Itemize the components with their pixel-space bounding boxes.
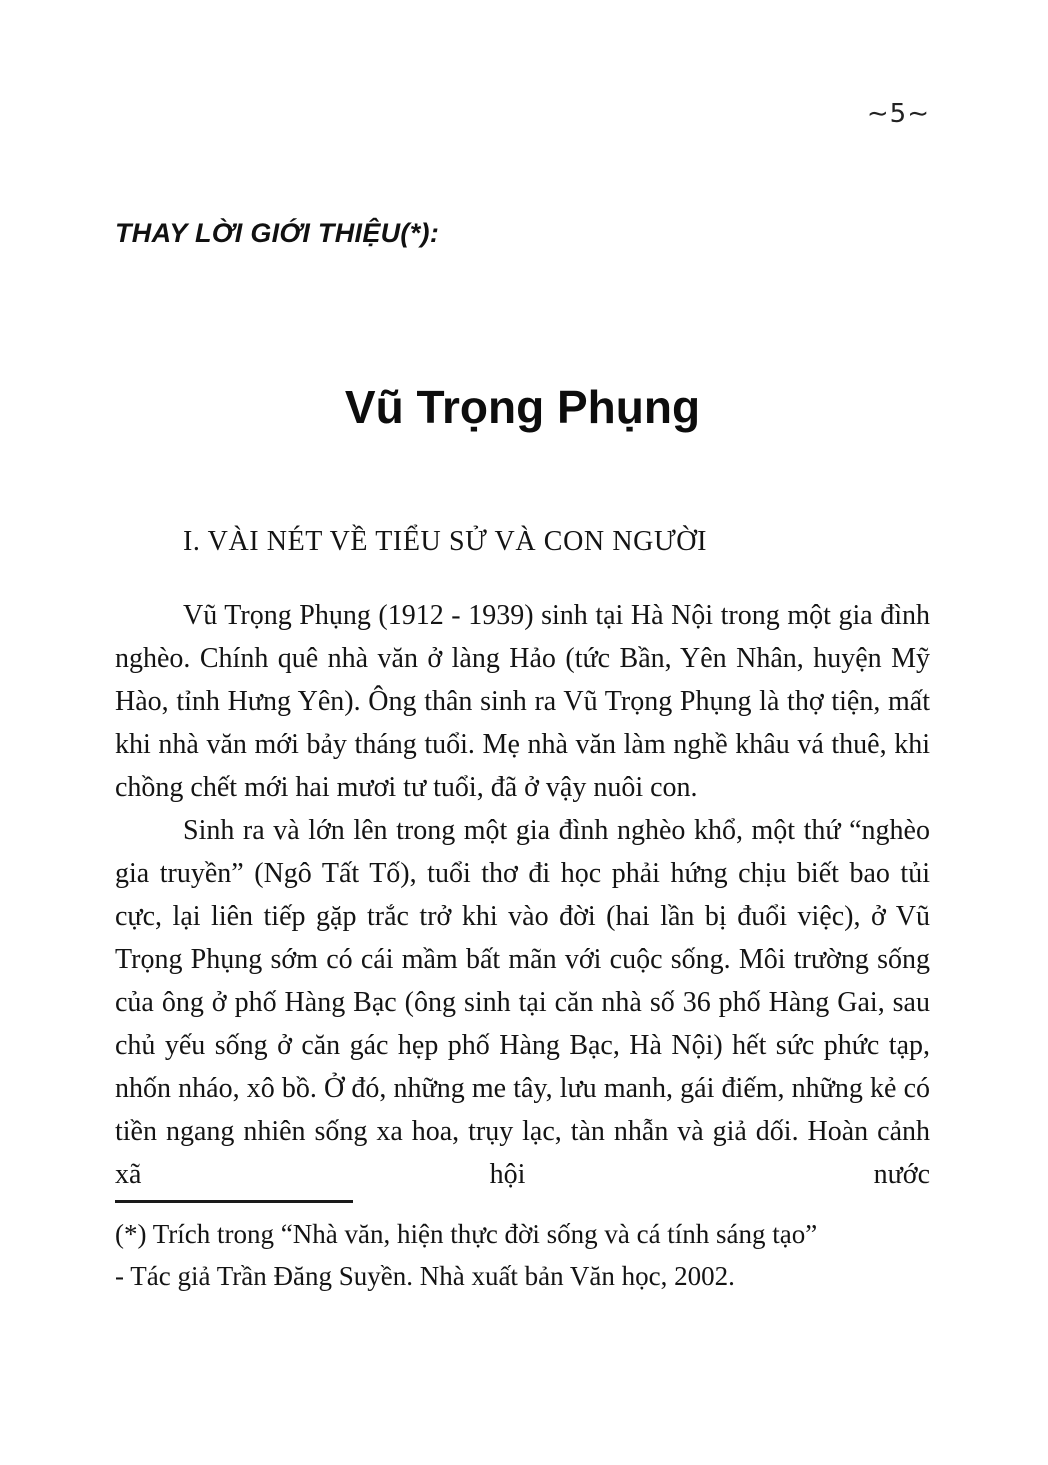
footnote-separator [115, 1200, 353, 1203]
page-number: ∼5∼ [866, 99, 930, 129]
footnote-line: - Tác giả Trần Đăng Suyền. Nhà xuất bản Văn học, 2002. [115, 1261, 735, 1291]
section-heading: I. VÀI NÉT VỀ TIỂU SỬ VÀ CON NGƯỜI [183, 526, 708, 557]
kicker-heading: THAY LỜI GIỚI THIỆU(*): [115, 218, 440, 248]
footnote [115, 1213, 930, 1297]
body-paragraph: Sinh ra và lớn lên trong một gia đình nghèo khổ, một thứ “nghèo gia truyền” (Ngô Tất Tố), tuổi thơ đi học phải hứng chịu biết bao tủi cực, lại liên tiếp gặp trắc trở khi vào đời (hai lần bị đuổi việc), ở Vũ Trọng Phụng sớm có cái mầm bất mãn với cuộc sống. Môi trường sống của ông ở phố Hàng Bạc (ông sinh tại căn nhà số 36 phố Hàng Gai, sau chủ yếu sống ở căn gác hẹp phố Hàng Bạc, Hà Nội) hết sức phức tạp, nhốn nháo, xô bồ. Ở đó, những me tây, lưu manh, gái điếm, những kẻ có tiền ngang nhiên sống xa hoa, trụy lạc, tàn nhẫn và giả dối. Hoàn cảnh xã hội nước [115, 815, 930, 1190]
body-paragraph: Vũ Trọng Phụng (1912 - 1939) sinh tại Hà Nội trong một gia đình nghèo. Chính quê nhà văn ở làng Hảo (tức Bần, Yên Nhân, huyện Mỹ Hào, tỉnh Hưng Yên). Ông thân sinh ra Vũ Trọng Phụng là thợ tiện, mất khi nhà văn mới bảy tháng tuổi. Mẹ nhà văn làm nghề khâu vá thuê, khi chồng chết mới hai mươi tư tuổi, đã ở vậy nuôi con. [115, 600, 930, 803]
page-title: Vũ Trọng Phụng [344, 381, 701, 433]
footnote-line: (*) Trích trong “Nhà văn, hiện thực đời sống và cá tính sáng tạo” [115, 1219, 818, 1249]
